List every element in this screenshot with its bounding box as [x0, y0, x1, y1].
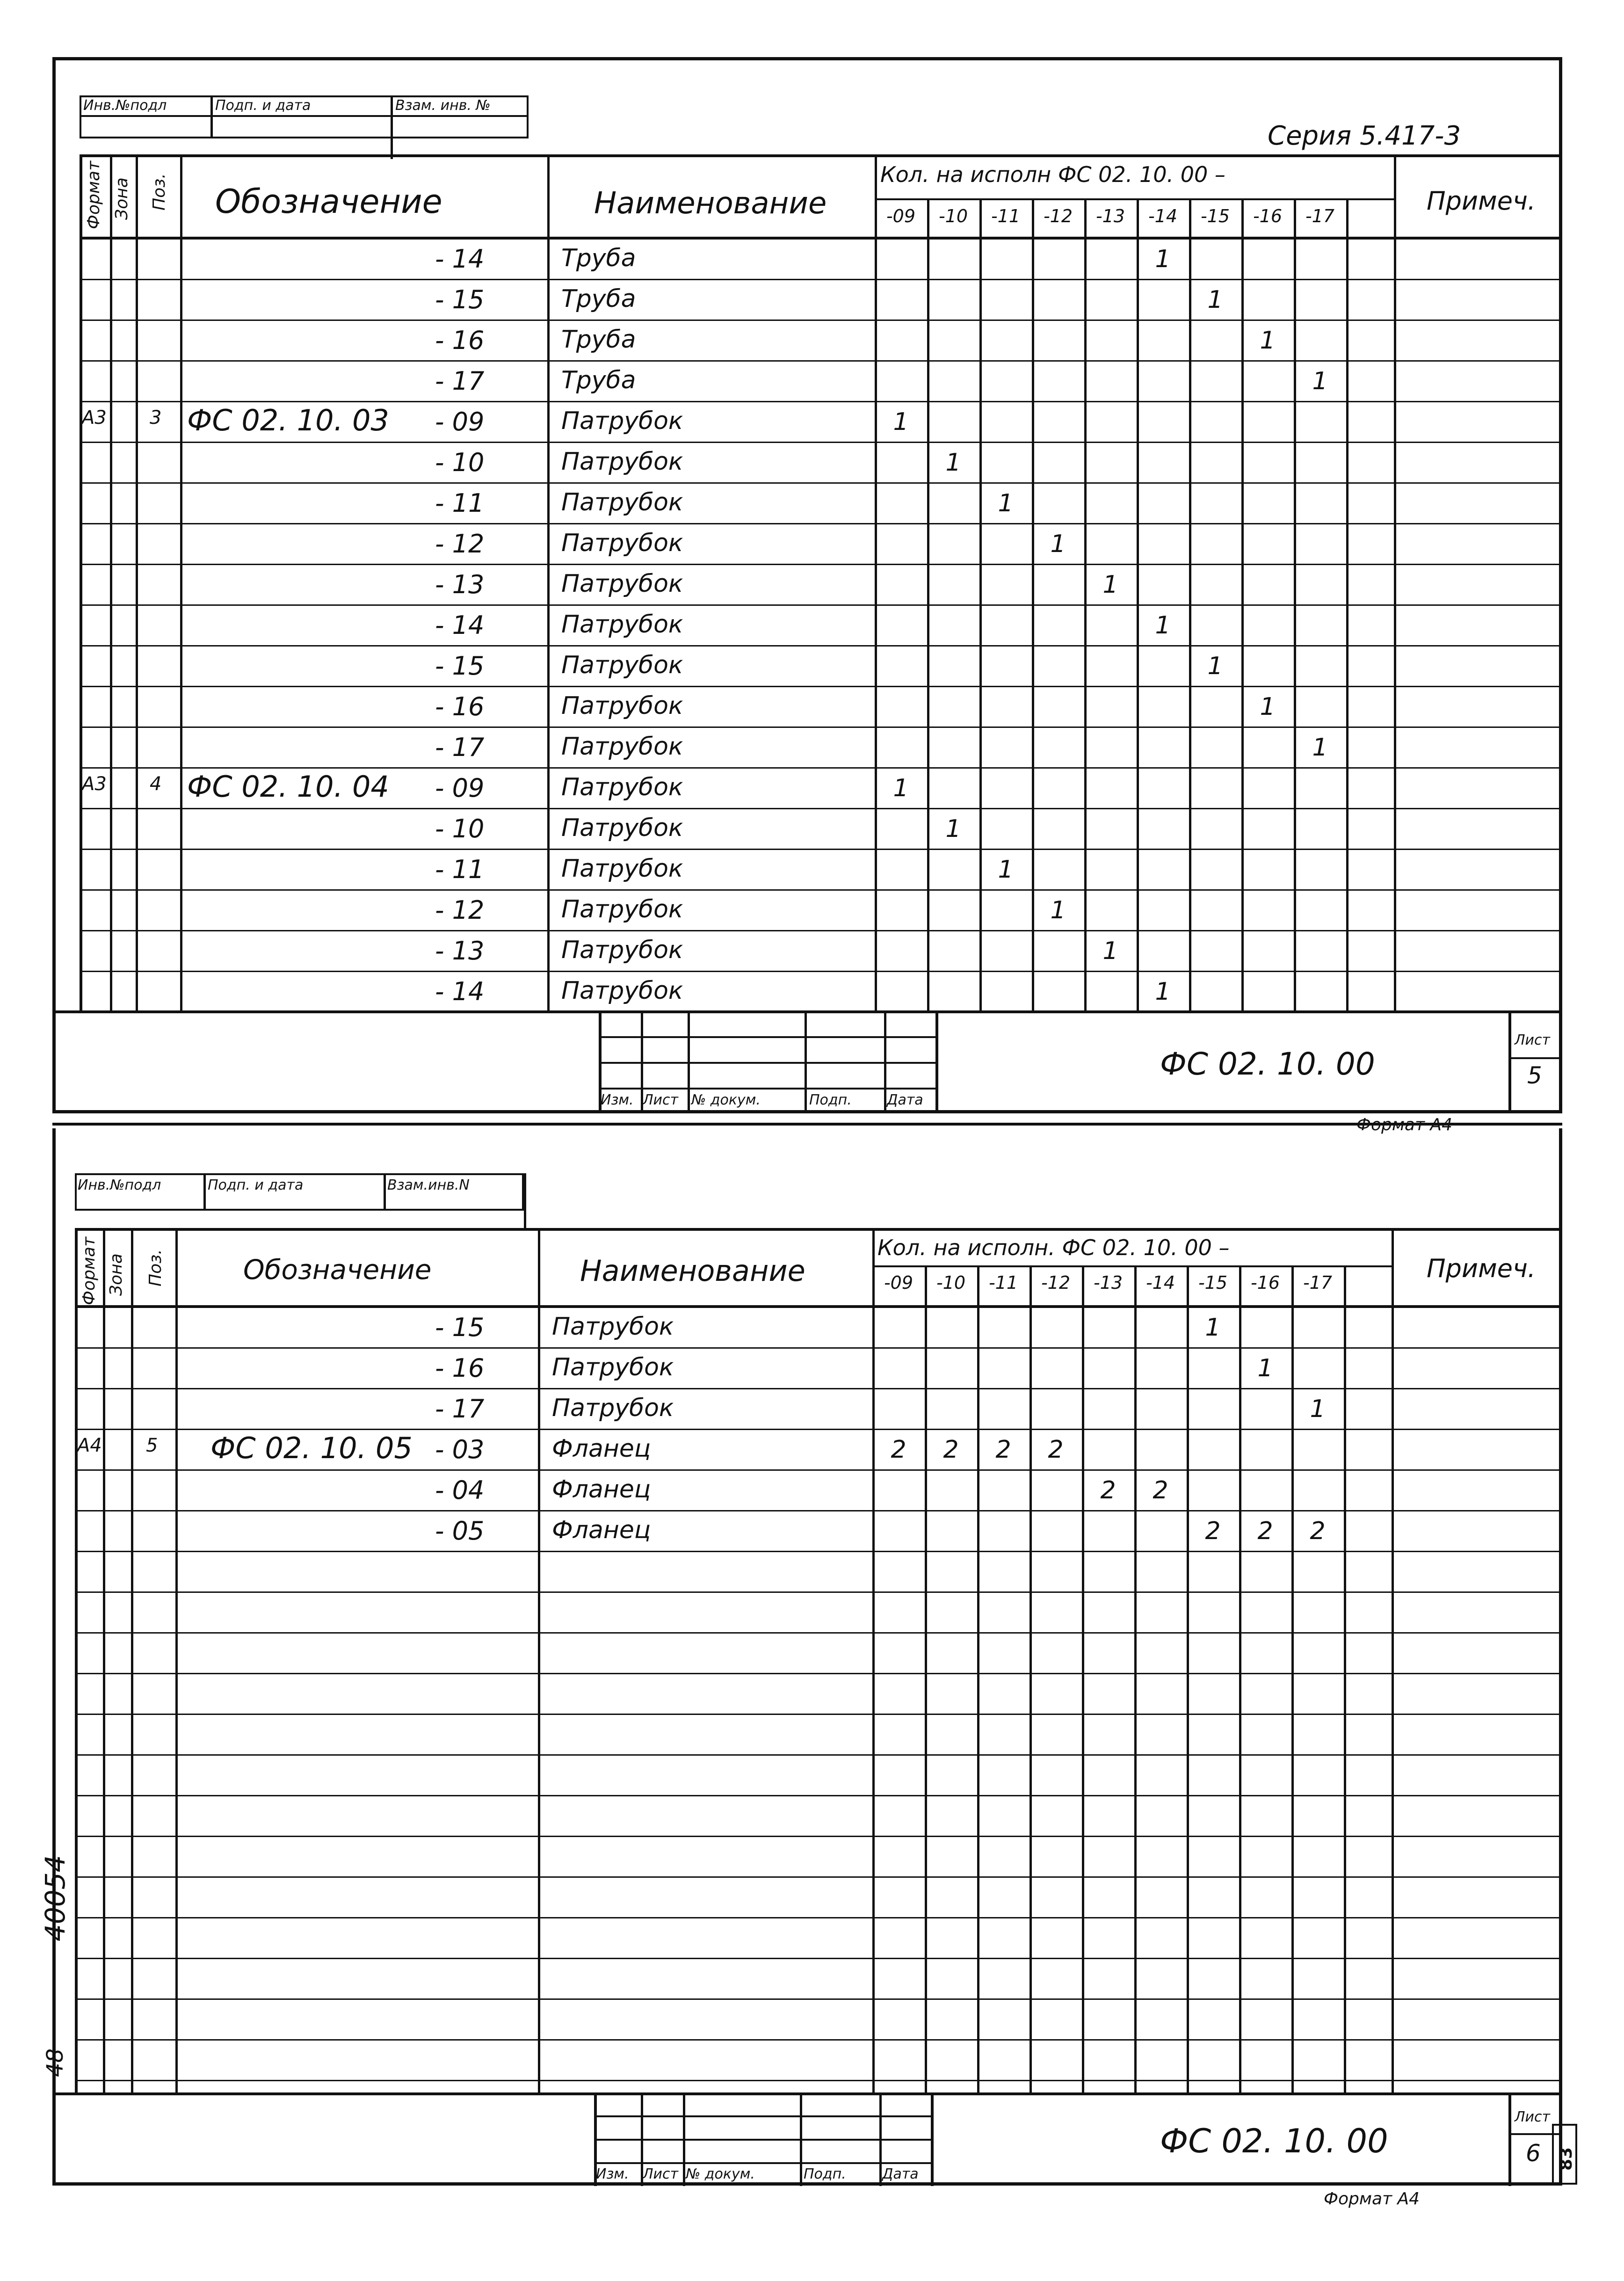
stamp-podp: Подп. — [804, 2166, 846, 2182]
doc-code-2: ФС 02. 10. 00 — [1160, 2122, 1388, 2160]
row-divider — [75, 1754, 1562, 1756]
side-sign-label: Подп. и дата — [208, 1177, 304, 1193]
col-variant: -17 — [1305, 206, 1335, 226]
side-inventory-number-2: 48 — [42, 2048, 68, 2077]
stamp-izm: Изм. — [596, 2166, 629, 2182]
row-divider — [80, 849, 1562, 850]
row-qty: 1 — [1310, 1395, 1326, 1423]
qty-header-2: Кол. на исполн. ФС 02. 10. 00 – — [877, 1235, 1230, 1260]
row-suffix: - 10 — [435, 448, 485, 477]
row-divider — [80, 930, 1562, 931]
row-divider — [80, 726, 1562, 728]
row-divider — [75, 1714, 1562, 1715]
stamp-date: Дата — [887, 1092, 923, 1108]
row-name: Патрубок — [561, 570, 683, 598]
col-variant: -11 — [988, 1272, 1018, 1293]
row-name: Фланец — [552, 1435, 651, 1463]
row-suffix: - 13 — [435, 570, 485, 599]
row-divider — [80, 482, 1562, 484]
row-suffix: - 11 — [435, 855, 485, 884]
row-format: А4 — [77, 1435, 102, 1456]
row-name: Труба — [561, 366, 636, 394]
row-name: Патрубок — [552, 1394, 674, 1422]
col-zone-1: Зона — [112, 177, 131, 220]
row-name: Патрубок — [561, 488, 683, 516]
row-divider — [80, 401, 1562, 402]
row-format: А3 — [82, 773, 107, 795]
row-designation: ФС 02. 10. 03 — [187, 403, 389, 437]
row-qty: 1 — [1260, 327, 1276, 355]
row-qty: 2 — [1205, 1517, 1221, 1545]
row-qty: 1 — [945, 449, 961, 477]
row-name: Патрубок — [552, 1313, 674, 1341]
row-qty: 2 — [1153, 1476, 1168, 1504]
row-qty: 1 — [1102, 937, 1118, 965]
row-name: Патрубок — [561, 977, 683, 1005]
col-designation-1: Обозначение — [215, 182, 442, 221]
row-suffix: - 11 — [435, 488, 485, 518]
row-qty: 1 — [1050, 530, 1066, 558]
row-divider — [80, 889, 1562, 891]
row-divider — [80, 564, 1562, 565]
row-qty: 2 — [995, 1436, 1011, 1464]
side-inv-label: Инв.№подл — [83, 97, 167, 114]
row-qty: 1 — [945, 815, 961, 843]
row-divider — [75, 1917, 1562, 1918]
row-qty: 1 — [1312, 367, 1328, 395]
row-suffix: - 14 — [435, 244, 485, 274]
row-name: Патрубок — [552, 1353, 674, 1381]
side-inventory-number: 40054 — [39, 1855, 71, 1941]
series-label: Серия 5.417-3 — [1268, 121, 1461, 151]
col-variant: -11 — [991, 206, 1021, 226]
side-replace-label: Взам. инв. № — [395, 97, 491, 114]
side-replace-label: Взам.инв.N — [387, 1177, 470, 1193]
row-divider — [80, 604, 1562, 606]
row-suffix: - 14 — [435, 977, 485, 1006]
qty-header-1: Кол. на исполн ФС 02. 10. 00 – — [880, 162, 1225, 187]
row-qty: 2 — [1100, 1476, 1116, 1504]
sheet-number-1: 5 — [1527, 1062, 1542, 1089]
row-name: Патрубок — [561, 407, 683, 435]
row-divider — [75, 1551, 1562, 1552]
row-divider — [75, 1347, 1562, 1349]
col-variant: -12 — [1041, 1272, 1071, 1293]
row-qty: 1 — [1155, 245, 1171, 273]
sheet-label-1: Лист — [1515, 1032, 1551, 1048]
row-suffix: - 17 — [435, 1394, 485, 1424]
col-format-1: Формат — [84, 160, 103, 229]
row-qty: 1 — [1207, 652, 1223, 680]
row-suffix: - 14 — [435, 610, 485, 640]
col-variant: -14 — [1146, 1272, 1175, 1293]
row-suffix: - 15 — [435, 285, 485, 314]
row-name: Фланец — [552, 1475, 651, 1504]
row-name: Патрубок — [561, 936, 683, 964]
col-variant: -13 — [1093, 1272, 1123, 1293]
col-variant: -09 — [886, 206, 916, 226]
row-name: Патрубок — [561, 448, 683, 476]
col-variant: -10 — [938, 206, 968, 226]
col-variant: -10 — [936, 1272, 966, 1293]
side-inv-label: Инв.№подл — [78, 1177, 161, 1193]
row-divider — [75, 2039, 1562, 2041]
col-designation-2: Обозначение — [243, 1254, 432, 1286]
row-suffix: - 04 — [435, 1475, 485, 1505]
row-suffix: - 12 — [435, 529, 485, 559]
col-variant: -09 — [884, 1272, 914, 1293]
row-qty: 1 — [1312, 734, 1328, 762]
row-divider — [75, 1673, 1562, 1674]
corner-number: 83 — [1557, 2147, 1576, 2171]
row-designation: ФС 02. 10. 05 — [210, 1431, 413, 1465]
col-variant: -12 — [1043, 206, 1073, 226]
row-suffix: - 03 — [435, 1435, 485, 1464]
row-name: Патрубок — [561, 651, 683, 679]
row-suffix: - 16 — [435, 326, 485, 355]
row-qty: 1 — [998, 489, 1014, 517]
row-qty: 1 — [893, 774, 909, 802]
row-qty: 2 — [943, 1436, 959, 1464]
row-suffix: - 15 — [435, 651, 485, 681]
row-name: Фланец — [552, 1516, 651, 1544]
stamp-podp: Подп. — [809, 1092, 852, 1108]
row-name: Патрубок — [561, 733, 683, 761]
col-variant: -15 — [1200, 206, 1230, 226]
row-divider — [75, 1429, 1562, 1430]
row-divider — [75, 1388, 1562, 1389]
row-name: Патрубок — [561, 529, 683, 557]
spec-table-1 — [80, 154, 1562, 1010]
stamp-izm: Изм. — [601, 1092, 634, 1108]
row-divider — [80, 645, 1562, 647]
col-notes-2: Примеч. — [1427, 1254, 1536, 1283]
row-qty: 1 — [893, 408, 909, 436]
row-divider — [80, 360, 1562, 362]
row-divider — [75, 1591, 1562, 1593]
row-name: Патрубок — [561, 773, 683, 801]
col-zone-2: Зона — [107, 1253, 126, 1296]
col-name-1: Наименование — [594, 186, 827, 221]
stamp-date: Дата — [882, 2166, 919, 2182]
row-divider — [80, 279, 1562, 280]
row-name: Патрубок — [561, 895, 683, 923]
col-pos-2: Поз. — [146, 1249, 165, 1286]
row-name: Труба — [561, 244, 636, 272]
row-designation: ФС 02. 10. 04 — [187, 770, 389, 804]
row-divider — [75, 1632, 1562, 1634]
row-qty: 2 — [1257, 1517, 1273, 1545]
row-qty: 1 — [1155, 978, 1171, 1006]
row-divider — [75, 1998, 1562, 2000]
spec-table-2 — [75, 1228, 1562, 2092]
row-suffix: - 09 — [435, 773, 485, 803]
row-suffix: - 09 — [435, 407, 485, 436]
row-name: Патрубок — [561, 855, 683, 883]
row-qty: 2 — [1048, 1436, 1064, 1464]
col-variant: -14 — [1148, 206, 1178, 226]
row-name: Патрубок — [561, 692, 683, 720]
row-qty: 1 — [1257, 1354, 1273, 1382]
col-pos-1: Поз. — [150, 173, 169, 211]
row-name: Патрубок — [561, 610, 683, 639]
row-suffix: - 17 — [435, 733, 485, 762]
col-name-2: Наименование — [580, 1254, 805, 1288]
row-qty: 1 — [1207, 286, 1223, 314]
col-variant: -17 — [1303, 1272, 1333, 1293]
row-divider — [75, 1836, 1562, 1837]
row-suffix: - 13 — [435, 936, 485, 966]
format-label-2: Формат А4 — [1324, 2189, 1420, 2208]
side-sign-label: Подп. и дата — [215, 97, 311, 114]
col-variant: -13 — [1095, 206, 1125, 226]
row-suffix: - 12 — [435, 895, 485, 925]
sheet-label-2: Лист — [1515, 2109, 1551, 2125]
row-divider — [80, 523, 1562, 524]
row-qty: 1 — [1260, 693, 1276, 721]
row-suffix: - 15 — [435, 1313, 485, 1342]
col-notes-1: Примеч. — [1427, 186, 1536, 216]
row-divider — [75, 1469, 1562, 1471]
row-position: 4 — [150, 773, 162, 795]
row-position: 5 — [146, 1435, 158, 1456]
row-divider — [75, 1876, 1562, 1878]
doc-code-1: ФС 02. 10. 00 — [1160, 1046, 1375, 1082]
row-divider — [80, 320, 1562, 321]
row-divider — [80, 971, 1562, 972]
row-divider — [80, 767, 1562, 769]
row-suffix: - 17 — [435, 366, 485, 396]
row-suffix: - 16 — [435, 692, 485, 721]
row-divider — [75, 2080, 1562, 2081]
col-variant: -16 — [1253, 206, 1283, 226]
row-qty: 1 — [1155, 611, 1171, 639]
row-qty: 1 — [998, 856, 1014, 884]
row-suffix: - 16 — [435, 1353, 485, 1383]
row-name: Труба — [561, 285, 636, 313]
row-position: 3 — [150, 407, 162, 429]
stamp-list: Лист — [643, 1092, 679, 1108]
col-format-2: Формат — [80, 1236, 99, 1305]
row-qty: 2 — [1310, 1517, 1326, 1545]
row-qty: 1 — [1205, 1314, 1221, 1342]
row-name: Труба — [561, 326, 636, 354]
row-divider — [80, 442, 1562, 443]
col-variant: -16 — [1250, 1272, 1280, 1293]
row-suffix: - 10 — [435, 814, 485, 843]
sheet-number-2: 6 — [1526, 2140, 1541, 2167]
row-divider — [80, 686, 1562, 687]
row-qty: 1 — [1050, 896, 1066, 924]
stamp-list: Лист — [643, 2166, 679, 2182]
row-name: Патрубок — [561, 814, 683, 842]
row-divider — [80, 808, 1562, 809]
row-qty: 2 — [891, 1436, 906, 1464]
row-qty: 1 — [1102, 571, 1118, 599]
row-divider — [75, 1795, 1562, 1796]
row-suffix: - 05 — [435, 1516, 485, 1546]
col-variant: -15 — [1198, 1272, 1228, 1293]
row-divider — [75, 1510, 1562, 1511]
row-divider — [75, 1958, 1562, 1959]
stamp-ndoc: № докум. — [691, 1092, 761, 1108]
stamp-ndoc: № докум. — [686, 2166, 755, 2182]
row-format: А3 — [82, 407, 107, 429]
